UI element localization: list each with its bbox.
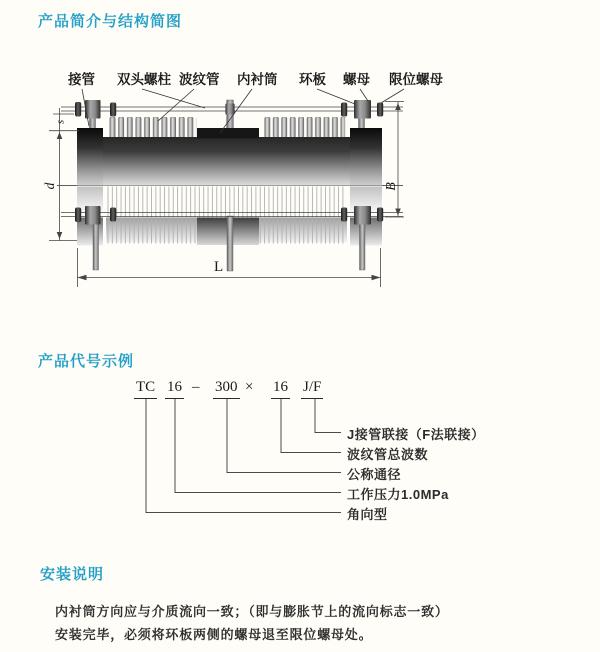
dim-l: L — [214, 259, 224, 275]
label-pipe-end: 接管 — [68, 72, 95, 87]
label-liner: 内衬筒 — [237, 72, 278, 87]
right-pipe-end — [350, 128, 382, 186]
inner-liner-band — [197, 128, 259, 139]
install-section-title: 安装说明 — [40, 566, 105, 583]
explanation-waves: 波纹管总波数 — [347, 447, 429, 462]
code-token-connection: J/F — [301, 379, 323, 399]
part-labels — [67, 71, 443, 87]
dim-s: s — [54, 119, 67, 125]
label-ring-plate: 环板 — [299, 72, 326, 87]
intro-section-title: 产品简介与结构简图 — [38, 13, 183, 30]
code-connectors — [146, 399, 341, 513]
install-note-line: 安装完毕，必须将环板两侧的螺母退至限位螺母处。 — [55, 627, 373, 642]
explanation-type: 角向型 — [347, 507, 388, 522]
label-limit-nut: 限位螺母 — [389, 72, 443, 87]
install-note-line: 内衬筒方向应与介质流向一致；（即与膨胀节上的流向标志一致） — [55, 604, 449, 619]
explanation-diameter: 公称通径 — [347, 467, 402, 482]
body-shell — [103, 137, 350, 186]
code-token-times: × — [245, 379, 254, 395]
code-token-type: TC — [134, 379, 157, 399]
code-token-pressure: 16 — [165, 379, 184, 399]
label-bellows: 波纹管 — [179, 72, 220, 87]
label-nut: 螺母 — [343, 72, 370, 87]
code-token-diameter: 300 — [213, 379, 240, 399]
dim-d: d — [42, 182, 57, 190]
left-pipe-end — [77, 128, 103, 186]
explanation-pressure: 工作压力1.0MPa — [347, 487, 449, 502]
label-stud: 双头螺柱 — [117, 72, 171, 87]
dim-b: B — [384, 182, 399, 191]
code-token-dash: – — [192, 379, 200, 395]
explanation-connection: J接管联接（F法联接） — [347, 427, 485, 442]
code-section-title: 产品代号示例 — [38, 353, 135, 370]
code-token-waves: 16 — [271, 379, 290, 399]
